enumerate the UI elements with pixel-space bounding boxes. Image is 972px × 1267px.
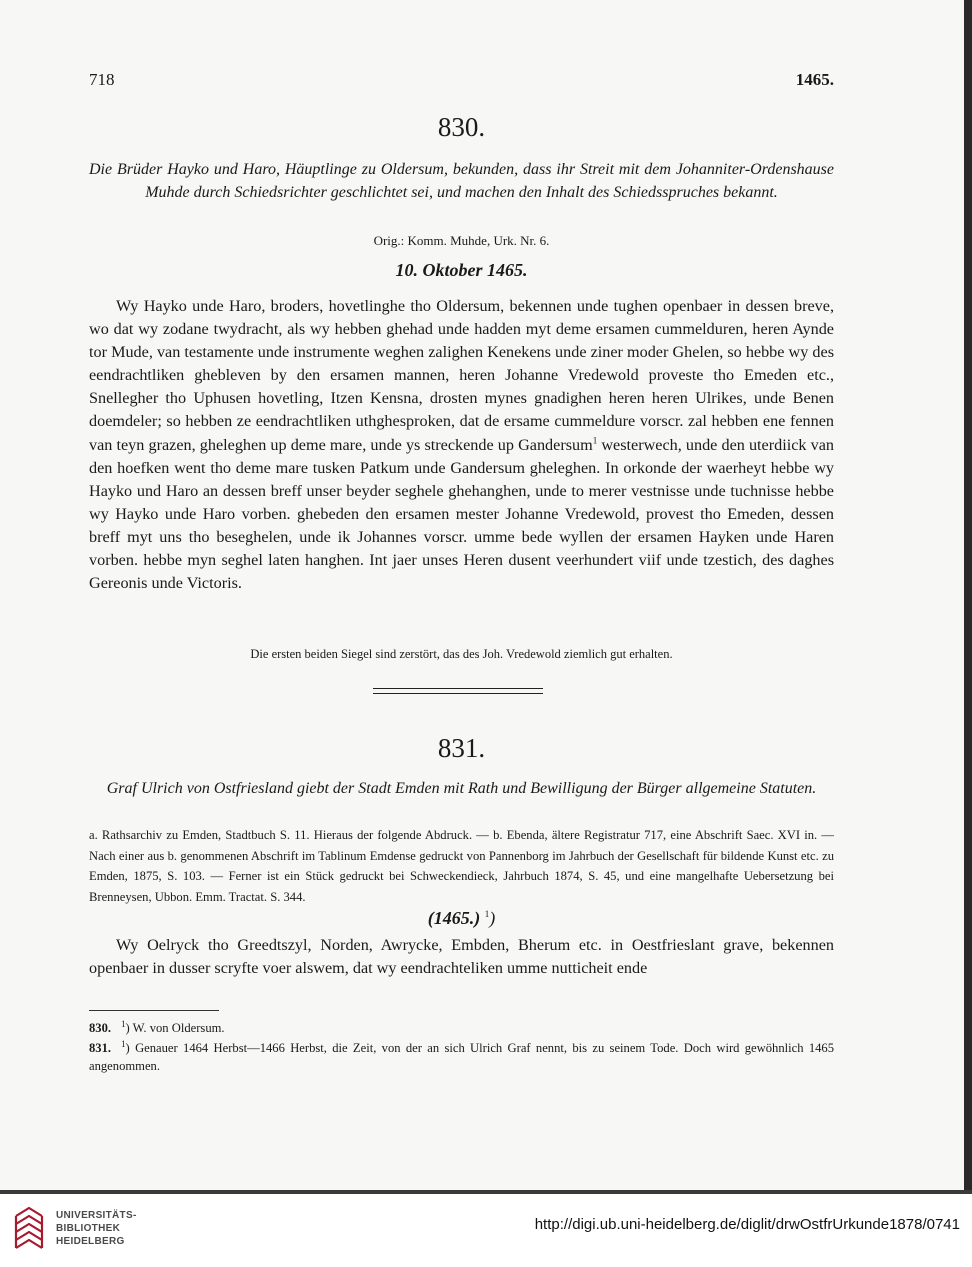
document-title-831: Graf Ulrich von Ostfriesland giebt der Stadt Emden mit Rath und Bewilligung der Bürger allgemeine Statuten. (106, 780, 817, 797)
document-text-831: Wy Oelryck tho Greedtszyl, Norden, Awrycke, Embden, Bherum etc. in Oestfrieslant grave, bekennen openbaer in dusser scryfte voer alswem, dat wy eendrachteliken umme nutticheit ende (89, 936, 834, 978)
viewer-footer (0, 1194, 972, 1267)
footnote-831: 831. $^1$) Genauer 1464 Herbst—1466 Herbst, die Zeit, von der an sich Ulrich Graf nennt, bis zu seinem Tode. Doch wird gewöhnlich 1465 angenommen. (89, 1038, 835, 1073)
footnote-830: 830. $^1$) W. von Oldersum. (89, 1018, 225, 1035)
document-source-831: a. Rathsarchiv zu Emden, Stadtbuch S. 11. Hieraus der folgende Abdruck. — b. Ebenda, ältere Registratur 717, eine Abschrift Saec. XVI in. — Nach einer aus b. genommenen Abschrift im Tablinum Emdense gedruckt von Pannenborg im Jahrbuch der Gesellschaft für bildende Kunst etc. zu Emden, 1875, S. 103. — Ferner ist ein Stück gedruckt bei Schweckendieck, Jahrbuch 1874, S. 45, und eine mangelhafte Uebersetzung bei Brenneysen, Ubbon. Emm. Tractat. S. 344. (89, 828, 834, 904)
page-header-year: 1465. (795, 70, 834, 89)
footnote-marker: 1 (484, 909, 490, 919)
page-number: 718 (89, 70, 115, 89)
document-source-830: Orig.: Komm. Muhde, Urk. Nr. 6. (373, 233, 550, 248)
document-text-830-part2: westerwech, unde den uterdiick van den hoefken went tho deme mare tusken Patkum unde Gandersum gheleghen. In orkonde der waerheyt hebbe wy Hayko und Haro an dessen breff unser beyder seghele ghehanghen, unde to merer vestnisse unde tuchnisse hebbe wy Hayko unde Haro vorben. ghebeden den ersamen mester Johanne Vredewold, provest tho Emeden, dessen breff myt uns tho beseghelen, unde ik Johannes vorscr. umme bede wyllen der ersamen Hayken unde Haren vorben. hebbe myn seghel laten hanghen. Int jaer unses Heren dusent veerhundert viif unde tzestich, des daghes Gereonis unde Victoris. (89, 435, 834, 593)
footnote-text: W. von Oldersum. (132, 1021, 225, 1035)
library-name-line: UNIVERSITÄTS- (56, 1210, 137, 1221)
document-number-831: 831. (437, 733, 486, 763)
footnote-mark: 1 (121, 1038, 126, 1049)
document-date-831-value: (1465.) (427, 908, 481, 928)
document-date-830: 10. Oktober 1465. (395, 260, 528, 280)
footnote-number: 831. (89, 1041, 112, 1055)
document-title-830: Die Brüder Hayko und Haro, Häuptlinge zu Oldersum, bekunden, dass ihr Streit mit dem Johanniter-Ordenshause Muhde durch Schiedsrichter geschlichtet sei, und machen den Inhalt des Schiedsspruches bekannt. (89, 161, 834, 201)
library-name (56, 1209, 137, 1248)
library-name-line: BIBLIOTHEK (56, 1223, 121, 1234)
permalink-url[interactable]: http://digi.ub.uni-heidelberg.de/diglit/drwOstfrUrkunde1878/0741 (534, 1216, 960, 1233)
footnote-mark: 1 (121, 1018, 126, 1029)
document-date-831: (1465.) $^1$) (427, 908, 496, 928)
library-name-line: HEIDELBERG (56, 1236, 125, 1247)
footnote-rule (89, 1010, 219, 1011)
seal-note-830: Die ersten beiden Siegel sind zerstört, das des Joh. Vredewold ziemlich gut erhalten. (250, 647, 673, 661)
document-text-830 (89, 295, 834, 595)
footnote-text: Genauer 1464 Herbst—1466 Herbst, die Zeit, von der an sich Ulrich Graf nennt, bis zu seinem Tode. Doch wird gewöhnlich 1465 angenommen. (89, 1041, 835, 1073)
footnote-number: 830. (89, 1021, 112, 1035)
document-text-830-part1: Wy Hayko unde Haro, broders, hovetlinghe tho Oldersum, bekennen unde tughen openbaer in dessen breve, wo dat wy zodane twydracht, als wy hebben ghehad unde hadden myt deme ersamen cummelduren, heren Aynde tor Mude, van testamente unde instrumente weghen zalighen Kenekens unde ziner moder Ghelen, so hebbe wy des eendrachtliken ghebleven by den ersamen mannen, heren Johanne Vredewold proveste tho Emeden etc., Snellegher tho Uphusen hovetling, Itzen Kensna, drosten mynes gnadighen heren heren Ulrikes, unde Benen doemdeler; so hebben ze eendrachtliken uthghesproken, dat de ersame cummeldure vorscr. zal hebben ene fennen van teyn grazen, gheleghen up deme mare, unde ys streckende up Gandersum (89, 297, 834, 454)
footnote-marker: 1 (592, 435, 598, 446)
heidelberg-library-logo-icon (12, 1206, 46, 1252)
document-number-830: 830. (437, 112, 486, 142)
page-edge-shadow (964, 0, 972, 1194)
section-separator (373, 688, 543, 694)
